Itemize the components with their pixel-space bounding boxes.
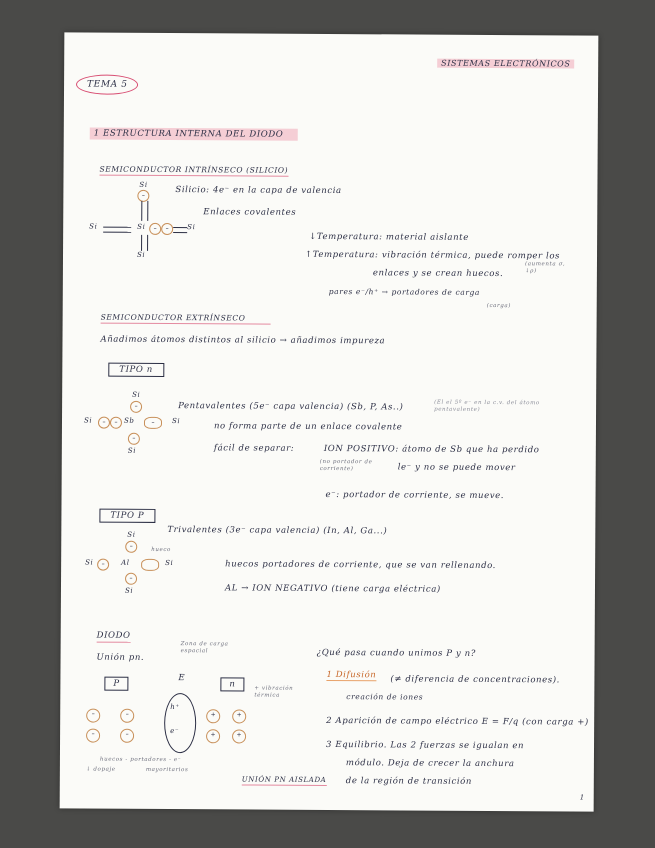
huecos-portadores: huecos - portadores - e⁻ [99, 756, 182, 764]
question: ¿Qué pasa cuando unimos P y n? [316, 647, 476, 659]
page-number: 1 [579, 793, 585, 802]
electron-dot: – [98, 417, 110, 429]
pentavalent-line: Pentavalentes (5e⁻ capa valencia) (Sb, P, As..) [178, 401, 404, 413]
section-title: 1 ESTRUCTURA INTERNA DEL DIODO [90, 128, 298, 141]
n-si-bottom: Si [127, 446, 137, 455]
n-si-right: Si [171, 417, 181, 426]
pos-ion: + [232, 709, 246, 723]
n-region: n [220, 677, 244, 691]
intrinsic-heading: SEMICONDUCTOR INTRÍNSECO (SILICIO) [99, 164, 289, 175]
p-region: P [104, 677, 128, 691]
electron-dot: – [97, 559, 109, 571]
electron-dot: – [128, 433, 140, 445]
temp-low: ↓Temperatura: material aislante [309, 231, 469, 243]
p-si-right: Si [165, 559, 174, 568]
union-pn: Unión pn. [96, 652, 145, 663]
lattice-si-right: Si [187, 223, 196, 232]
step2: 2 Aparición de campo eléctrico E = F/q (con carga +) [326, 715, 589, 728]
electron-carrier: e⁻: portador de corriente, se mueve. [325, 489, 505, 502]
no-portador: (no portador de corriente) [319, 458, 373, 473]
trivalent-line: Trivalentes (3e⁻ capa valencia) (In, Al, Ga...) [167, 525, 388, 537]
pos-ion: + [232, 729, 246, 743]
p-al-center: Al [121, 558, 130, 567]
al-ion-line: AL → ION NEGATIVO (tiene carga eléctrica) [224, 583, 441, 595]
lattice-si-left: Si [89, 222, 98, 231]
pos-ion: + [206, 729, 220, 743]
ion-positivo: ION POSITIVO: átomo de Sb que ha perdido [323, 443, 540, 456]
dopaje: ↓ dopaje [85, 766, 116, 773]
h-plus: h⁺ [170, 703, 180, 712]
electron-dot: – [149, 223, 161, 235]
electron-dot: – [125, 541, 137, 553]
depletion-zone [164, 693, 196, 753]
step1-text: (≠ diferencia de concentraciones). [390, 674, 560, 686]
n-si-left: Si [83, 416, 93, 425]
hole-dot [141, 559, 159, 571]
silicon-valence: Silicio: 4e⁻ en la capa de valencia [175, 185, 342, 197]
step1-sub: creación de iones [346, 692, 424, 702]
p-si-left: Si [85, 558, 94, 567]
neg-ion: – [120, 729, 134, 743]
ion-positivo-2: le⁻ y no se puede mover [397, 462, 516, 474]
electron-dot: – [161, 223, 173, 235]
p-si-bottom: Si [124, 586, 134, 595]
type-n-label: TIPO n [108, 363, 164, 377]
type-p-label: TIPO P [99, 509, 155, 523]
n-si-top: Si [132, 390, 141, 399]
extrinsic-heading: SEMICONDUCTOR EXTRÍNSECO [101, 313, 271, 325]
diode-heading: DIODO [96, 630, 131, 641]
mayoritarios: mayoritarios [145, 766, 189, 774]
covalent-bonds: Enlaces covalentes [203, 207, 297, 218]
neg-ion: – [86, 729, 100, 743]
step3-c: de la región de transición [345, 776, 472, 787]
lattice-si-bottom: Si [136, 250, 146, 259]
union-aislada: UNIÓN PN AISLADA [241, 775, 327, 784]
step3-b: módulo. Deja de crecer la anchura [345, 758, 515, 770]
zona-carga: Zona de carga espacial [180, 641, 229, 655]
lattice-si-top: Si [139, 180, 148, 189]
type-p-lattice [85, 531, 195, 600]
step3: 3 Equilibrio. Las 2 fuerzas se igualan en [325, 739, 525, 752]
electron-dot: – [137, 190, 149, 202]
extrinsic-line: Añadimos átomos distintos al silicio → añadimos impureza [100, 334, 386, 347]
huecos-line: huecos portadores de corriente, que se van rellenando. [225, 559, 497, 572]
temp-high-3: pares e⁻/h⁺ → portadores de carga [328, 286, 481, 297]
electron-dot: – [144, 417, 162, 429]
hueco-label: hueco [151, 546, 171, 554]
temp-high-2: enlaces y se crean huecos. [372, 268, 504, 280]
p-si-top: Si [127, 530, 136, 539]
facil-separar: fácil de separar: [213, 443, 295, 454]
neg-ion: – [86, 709, 100, 723]
pentavalent-note: (El el 5º e⁻ en la c.v. del átomo pentavalente) [434, 399, 540, 413]
electron-dot: – [110, 417, 122, 429]
electron-dot: – [125, 573, 137, 585]
note-right: (aumenta σ, ↓ρ) [524, 261, 566, 275]
pn-junction-diagram [86, 669, 257, 780]
note-carga: (carga) [486, 302, 512, 310]
step1-title: 1 Difusión [326, 669, 377, 681]
electron-dot: – [130, 401, 142, 413]
notebook-page [60, 32, 599, 811]
n-sb-center: Sb [123, 416, 135, 425]
vib-termica: + vibración térmica [254, 685, 294, 699]
subject-title: SISTEMAS ELECTRÓNICOS [437, 59, 574, 69]
pos-ion: + [206, 709, 220, 723]
lattice-si-center: Si [137, 222, 146, 231]
temp-high-1: ↑Temperatura: vibración térmica, puede romper los [304, 249, 561, 262]
topic-badge: TEMA 5 [76, 74, 139, 94]
no-forma-parte: no forma parte de un enlace covalente [213, 421, 403, 433]
neg-ion: – [120, 709, 134, 723]
e-minus: e⁻ [170, 727, 180, 736]
e-field: E [178, 673, 186, 684]
